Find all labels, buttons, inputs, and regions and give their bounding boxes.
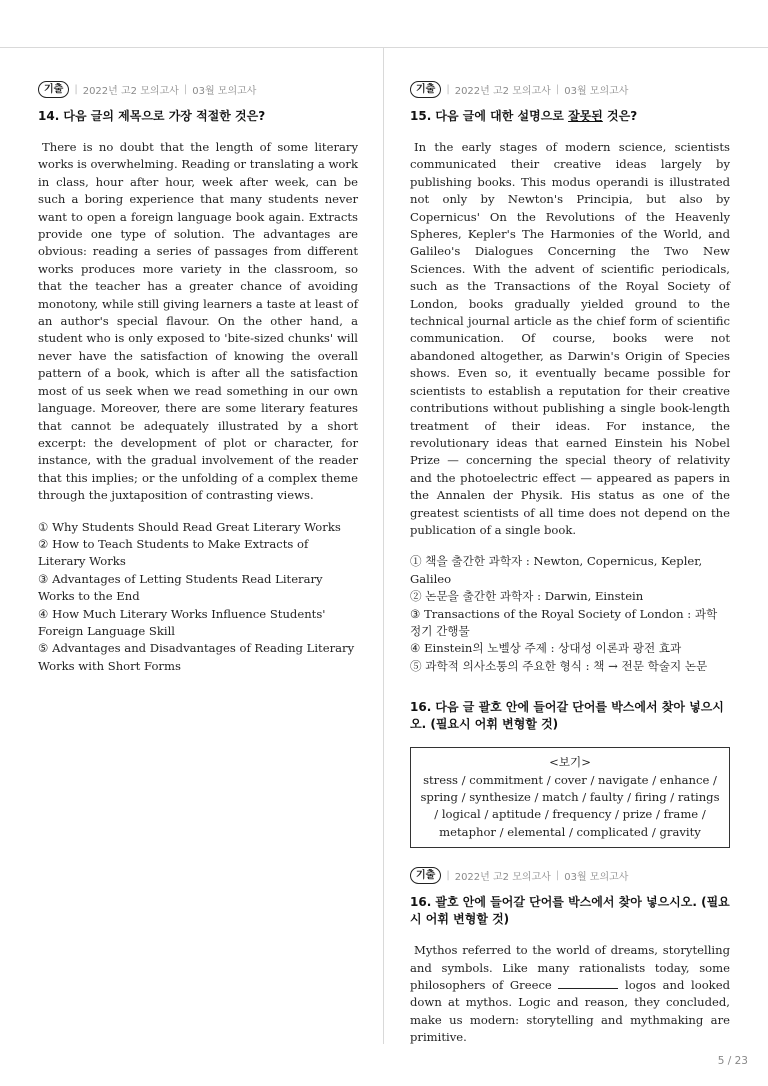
word-box-title: <보기> (549, 755, 591, 770)
choice-5: ⑤ 과학적 의사소통의 주요한 형식 : 책 → 전문 학술지 논문 (410, 658, 708, 673)
answer-choices (38, 519, 358, 676)
column-divider (383, 48, 384, 1044)
exam-year: 2022년 고2 모의고사 (82, 85, 179, 97)
tag-separator: | (74, 83, 78, 95)
question-title: 16. 괄호 안에 들어갈 단어를 박스에서 찾아 넣으시오. (필요시 어휘 변형할 것) (410, 895, 730, 927)
exam-month: 03월 모의고사 (564, 85, 629, 97)
exam-year: 2022년 고2 모의고사 (454, 85, 551, 97)
tag-separator: | (446, 83, 450, 95)
question-tag (38, 80, 358, 98)
passage-text: Mythos referred to the world of dreams, storytelling and symbols. Like many rationalists today, some philosophers of Greece (410, 943, 730, 993)
left-column (38, 80, 358, 675)
tag-separator: | (446, 869, 450, 881)
word-box (410, 747, 730, 848)
tag-separator: | (555, 869, 560, 881)
choice-1: ① 책을 출간한 과학자 : Newton, Copernicus, Kepler, Galileo (410, 554, 703, 586)
question-tag (410, 866, 730, 884)
exam-year: 2022년 고2 모의고사 (454, 871, 551, 883)
exam-month: 03월 모의고사 (192, 85, 257, 97)
choice-3: ③ Advantages of Letting Students Read Literary Works to the End (38, 571, 323, 604)
exam-badge: 기출 (410, 867, 441, 884)
answer-blank (558, 978, 618, 989)
question-tag (410, 80, 730, 98)
answer-choices (410, 553, 730, 675)
question-title: 14. 다음 글의 제목으로 가장 적절한 것은? (38, 109, 266, 123)
right-column (410, 80, 730, 1061)
question-passage (410, 942, 730, 1046)
exam-badge: 기출 (410, 81, 441, 98)
tag-separator: | (183, 83, 188, 95)
choice-2: ② How to Teach Students to Make Extracts of Literary Works (38, 536, 309, 569)
tag-separator: | (555, 83, 560, 95)
page-number: 5 / 23 (717, 1055, 748, 1067)
question-passage: There is no doubt that the length of some literary works is overwhelming. Reading or translating a work in class, hour after hour, week after week, can be such a boring experience that many students never want to open a foreign language book again. Extracts provide one type of solution. The advantages are obvious: reading a series of passages from different works produces more variety in the classroom, so that the teacher has a greater chance of avoiding monotony, while still giving learners a taste at least of an author's special flavour. On the other hand, a student who is only exposed to 'bite-sized chunks' will never have the satisfaction of knowing the overall pattern of a book, which is after all the satisfaction most of us seek when we read something in our own language. Moreover, there are some literary features that cannot be adequately illustrated by a short excerpt: the development of plot or character, for instance, with the gradual involvement of the reader that this implies; or the unfolding of a complex theme through the juxtaposition of contrasting views. (38, 140, 358, 503)
title-underlined: 잘못된 (568, 109, 603, 123)
choice-4: ④ Einstein의 노벨상 주제 : 상대성 이론과 광전 효과 (410, 641, 682, 656)
title-text-end: 것은? (602, 109, 638, 123)
exam-badge: 기출 (38, 81, 69, 98)
choice-5: ⑤ Advantages and Disadvantages of Reading Literary Works with Short Forms (38, 641, 355, 673)
question-title: 16. 다음 글 괄호 안에 들어갈 단어를 박스에서 찾아 넣으시오. (필요시 어휘 변형할 것) (410, 700, 724, 732)
exam-month: 03월 모의고사 (564, 871, 629, 883)
choice-1: ① Why Students Should Read Great Literary Works (38, 519, 341, 534)
word-box-words: stress / commitment / cover / navigate / enhance / spring / synthesize / match / faulty / firing / ratings / logical / aptitude / frequency / prize / frame / metaphor / elemental / complicated / gravity (420, 772, 720, 839)
question-title (410, 108, 730, 125)
choice-3: ③ Transactions of the Royal Society of London : 과학 정기 간행물 (410, 606, 718, 638)
choice-2: ② 논문을 출간한 과학자 : Darwin, Einstein (410, 589, 644, 604)
header-divider (0, 47, 768, 48)
title-text: 15. 다음 글에 대한 설명으로 (410, 109, 569, 123)
passage-text-end: logos and looked down at mythos. Logic and reason, they concluded, make us modern: storytelling and mythmaking are primitive. (410, 978, 730, 1045)
choice-4: ④ How Much Literary Works Influence Students' Foreign Language Skill (38, 606, 326, 638)
question-passage: In the early stages of modern science, scientists communicated their creative ideas largely by publishing books. This modus operandi is illustrated not only by Newton's Principia, but also by Copernicus' On the Revolutions of the Heavenly Spheres, Kepler's The Harmonies of the World, and Galileo's Dialogues Concerning the Two New Sciences. With the advent of scientific periodicals, such as the Transactions of the Royal Society of London, books gradually yielded ground to the technical journal article as the chief form of scientific communication. Of course, books were not abandoned altogether, as Darwin's Origin of Species shows. Even so, it eventually became possible for scientists to establish a reputation for their creative contributions without publishing a single book-length treatment of their ideas. For instance, the revolutionary ideas that earned Einstein his Nobel Prize — concerning the special theory of relativity and the photoelectric effect — appeared as papers in the Annalen der Physik. His status as one of the greatest scientists of all time does not depend on the publication of a single book. (410, 140, 730, 537)
